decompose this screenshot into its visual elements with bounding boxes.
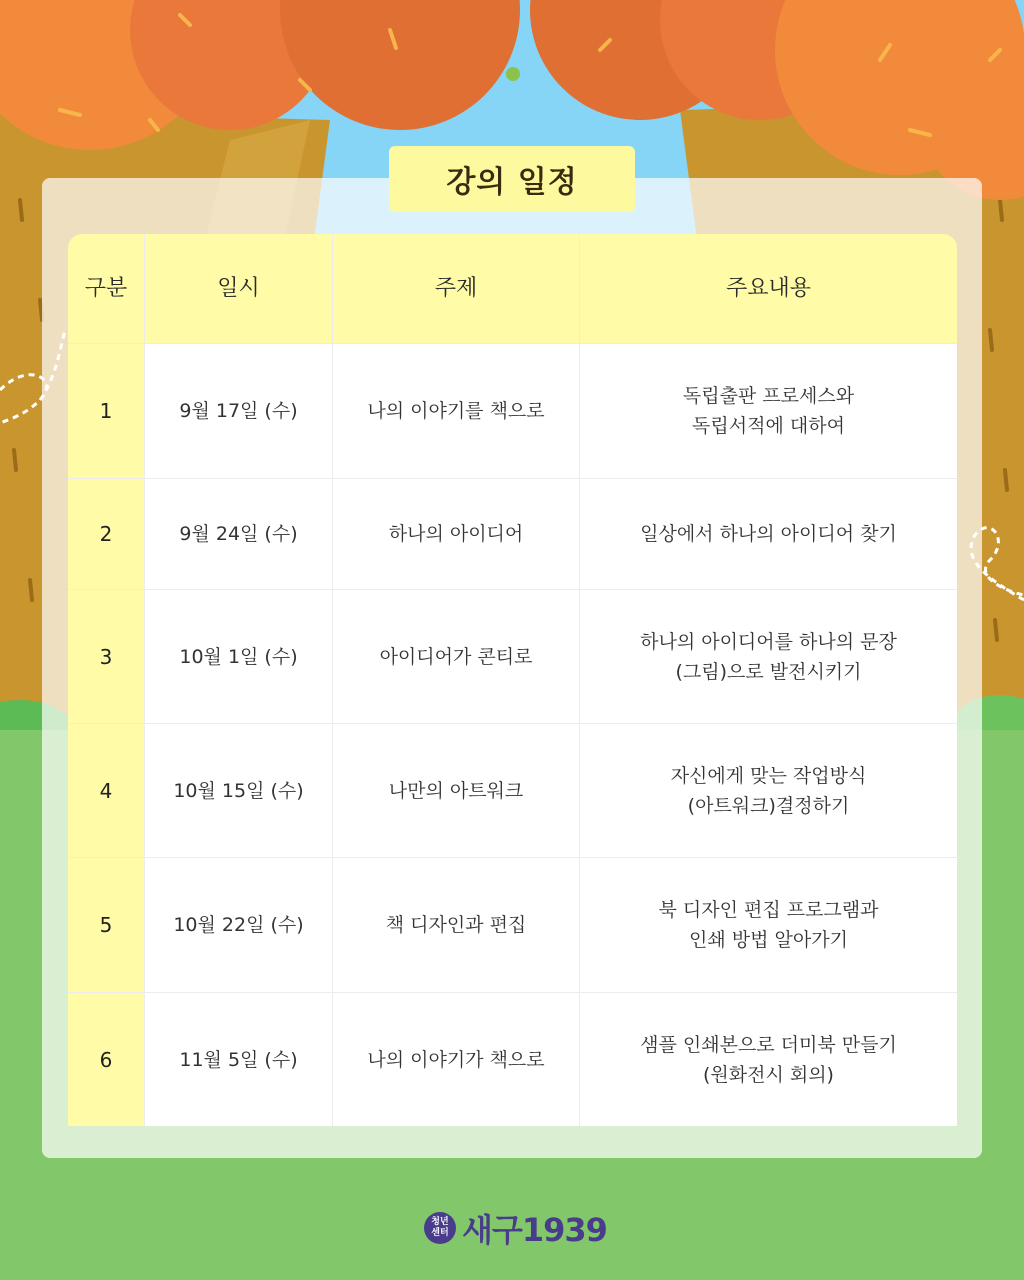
row-no: 4: [68, 724, 145, 857]
row-no: 5: [68, 858, 145, 992]
row-date: 10월 15일 (수): [145, 724, 333, 857]
table-row: [68, 590, 957, 724]
row-topic: 하나의 아이디어: [333, 479, 580, 589]
row-topic: 나의 이야기를 책으로: [333, 344, 580, 478]
schedule-table: [68, 234, 957, 1126]
page-title: 강의 일정: [389, 146, 635, 212]
row-content: 북 디자인 편집 프로그램과 인쇄 방법 알아가기: [580, 858, 957, 992]
row-date: 10월 1일 (수): [145, 590, 333, 723]
table-header-row: [68, 234, 957, 344]
header-topic: 주제: [333, 234, 580, 343]
row-no: 2: [68, 479, 145, 589]
logo-text: 새구1939: [462, 1211, 607, 1249]
row-content: 샘플 인쇄본으로 더미북 만들기 (원화전시 회의): [580, 993, 957, 1126]
row-topic: 나의 이야기가 책으로: [333, 993, 580, 1126]
row-content: 일상에서 하나의 아이디어 찾기: [580, 479, 957, 589]
table-row: [68, 479, 957, 590]
table-row: [68, 344, 957, 479]
header-no: 구분: [68, 234, 145, 343]
row-no: 3: [68, 590, 145, 723]
header-date: 일시: [145, 234, 333, 343]
row-date: 10월 22일 (수): [145, 858, 333, 992]
row-content: 하나의 아이디어를 하나의 문장 (그림)으로 발전시키기: [580, 590, 957, 723]
row-topic: 책 디자인과 편집: [333, 858, 580, 992]
table-row: [68, 858, 957, 993]
header-content: 주요내용: [580, 234, 957, 343]
row-date: 9월 17일 (수): [145, 344, 333, 478]
row-topic: 아이디어가 콘티로: [333, 590, 580, 723]
row-no: 6: [68, 993, 145, 1126]
row-no: 1: [68, 344, 145, 478]
row-content: 독립출판 프로세스와 독립서적에 대하여: [580, 344, 957, 478]
logo-badge: 청년 센터: [424, 1212, 456, 1244]
row-date: 9월 24일 (수): [145, 479, 333, 589]
row-date: 11월 5일 (수): [145, 993, 333, 1126]
table-row: [68, 993, 957, 1126]
row-topic: 나만의 아트워크: [333, 724, 580, 857]
table-row: [68, 724, 957, 858]
row-content: 자신에게 맞는 작업방식 (아트워크)결정하기: [580, 724, 957, 857]
brand-logo: [424, 1206, 607, 1250]
